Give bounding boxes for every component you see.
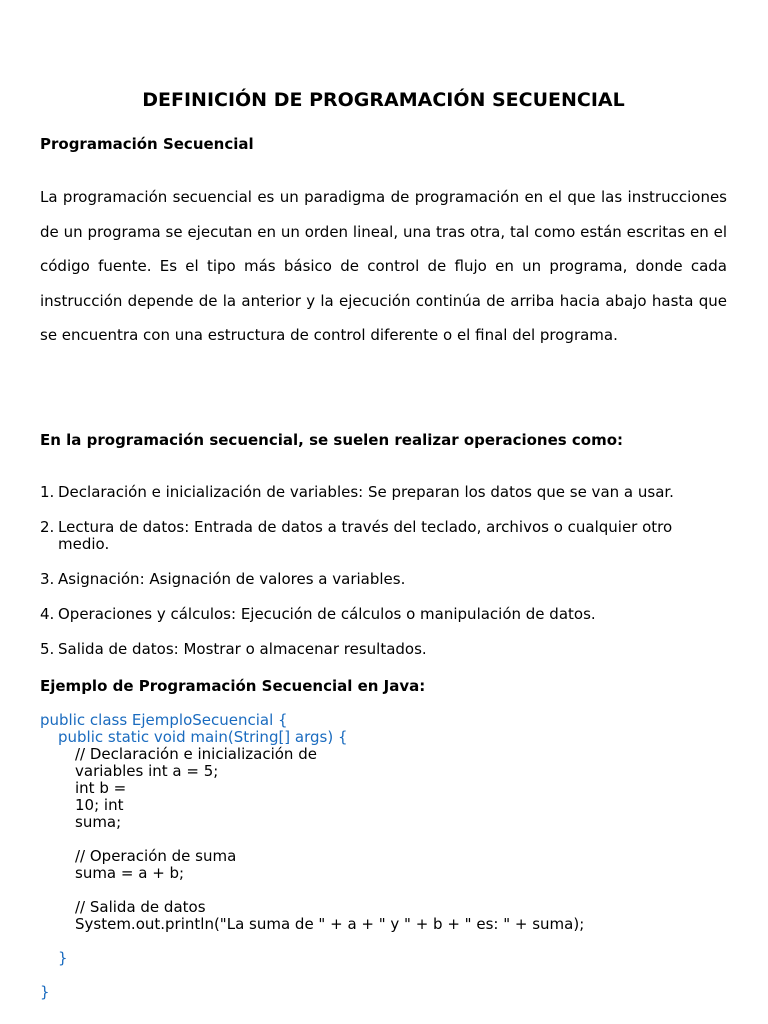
- list-item-text: Lectura de datos: Entrada de datos a través del teclado, archivos o cualquier otro medio.: [58, 518, 673, 553]
- operations-list: [40, 484, 727, 676]
- example-heading: Ejemplo de Programación Secuencial en Java:: [40, 677, 426, 695]
- list-item: [40, 519, 727, 553]
- list-number: 4.: [40, 605, 55, 623]
- document-title: DEFINICIÓN DE PROGRAMACIÓN SECUENCIAL: [142, 89, 625, 111]
- list-item: [40, 641, 727, 658]
- code-blank-line: [40, 882, 584, 899]
- code-line: variables int a = 5;: [75, 762, 219, 780]
- code-blank-line: [40, 933, 584, 950]
- list-number: 5.: [40, 640, 55, 658]
- operations-intro: En la programación secuencial, se suelen realizar operaciones como:: [40, 431, 624, 449]
- code-line: int b =: [75, 779, 127, 797]
- list-item-text: Declaración e inicialización de variables: Se preparan los datos que se van a usar.: [58, 483, 674, 501]
- section-heading: Programación Secuencial: [40, 135, 254, 153]
- list-number: 1.: [40, 483, 55, 501]
- code-line: }: [58, 949, 68, 967]
- list-item-text: Salida de datos: Mostrar o almacenar resultados.: [58, 640, 427, 658]
- list-number: 2.: [40, 518, 55, 536]
- code-line: suma = a + b;: [75, 864, 185, 882]
- list-item: [40, 571, 727, 588]
- list-item: [40, 606, 727, 623]
- code-blank-line: [40, 967, 584, 984]
- list-item-text: Operaciones y cálculos: Ejecución de cálculos o manipulación de datos.: [58, 605, 596, 623]
- code-blank-line: [40, 831, 584, 848]
- code-line: suma;: [75, 813, 122, 831]
- code-line: public static void main(String[] args) {: [58, 728, 348, 746]
- code-line: // Salida de datos: [75, 898, 206, 916]
- code-line: System.out.println("La suma de " + a + " y " + b + " es: " + suma);: [75, 915, 585, 933]
- code-line: // Operación de suma: [75, 847, 237, 865]
- list-number: 3.: [40, 570, 55, 588]
- code-line: public class EjemploSecuencial {: [40, 711, 288, 729]
- list-item-text: Asignación: Asignación de valores a variables.: [58, 570, 406, 588]
- code-line: // Declaración e inicialización de: [75, 745, 317, 763]
- code-line: }: [40, 983, 50, 1001]
- code-line: 10; int: [75, 796, 124, 814]
- code-example: [40, 712, 584, 1001]
- list-item: [40, 484, 727, 501]
- definition-paragraph: La programación secuencial es un paradigma de programación en el que las instrucciones de un programa se ejecutan en un orden lineal, una tras otra, tal como están escritas en el código fuente. Es el tipo más básico de control de flujo en un programa, donde cada instrucción depende de la anterior y la ejecución continúa de arriba hacia abajo hasta que se encuentra con una estructura de control diferente o el final del programa.: [40, 188, 727, 345]
